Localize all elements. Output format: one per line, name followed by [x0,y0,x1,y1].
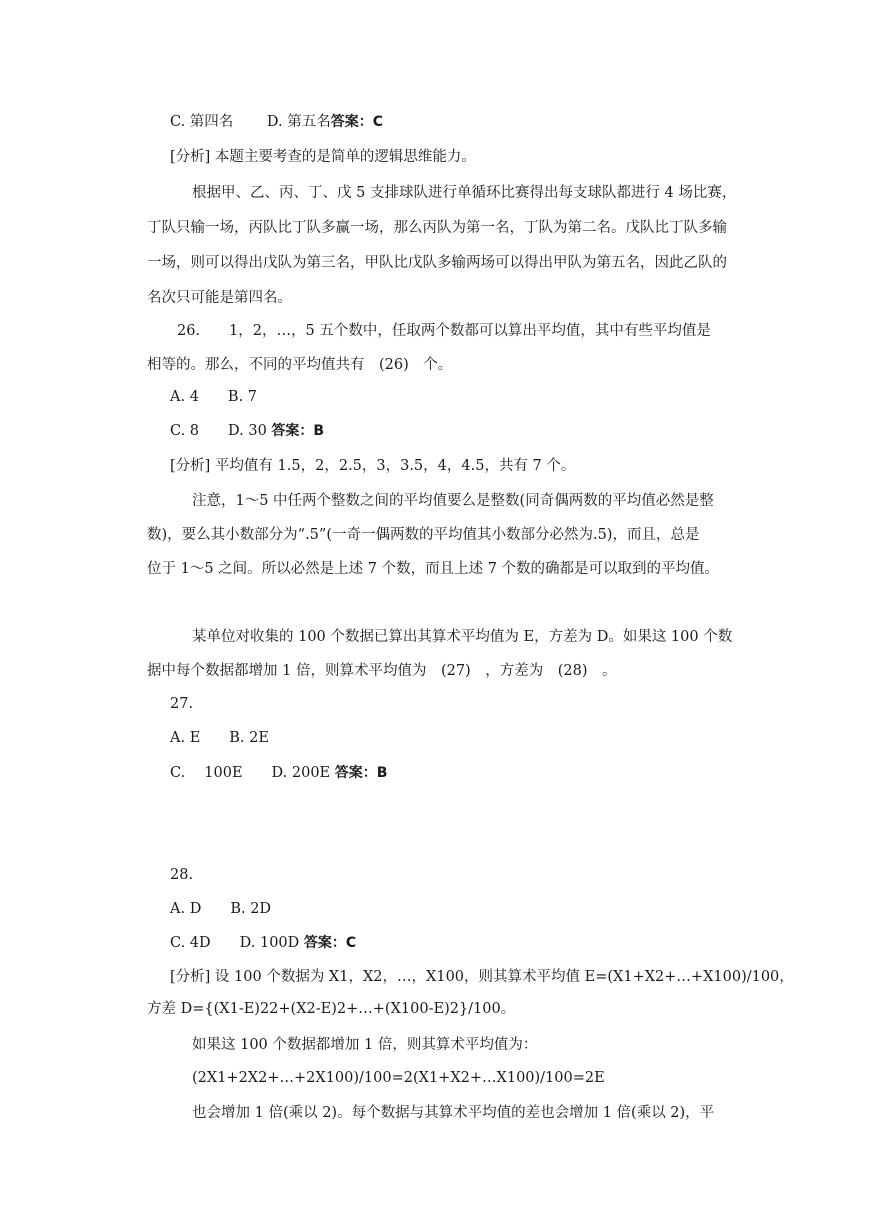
q25-body-line-4: 名次只可能是第四名。 [147,290,292,306]
q28-options-cd [170,933,356,953]
q28-answer: 答案：C [303,935,357,951]
q26-options-ab: A. 4 B. 7 [170,389,258,405]
q28-analysis-line-1: [分析] 设 100 个数据为 X1，X2，…，X100，则其算术平均值 E=(X1+X2+…+X100)/100， [170,969,794,985]
q27-28-stem-line-1: 某单位对收集的 100 个数据已算出其算术平均值为 E，方差为 D。如果这 100 个数 [192,629,733,645]
q27-options-cd [170,763,387,783]
q26-body-line-2: 数)，要么其小数部分为“.5”(一奇一偶两数的平均值其小数部分必然为.5)，而且，总是 [147,527,700,543]
q26-stem-line-1: 26. 1，2，…，5 五个数中，任取两个数都可以算出平均值，其中有些平均值是 [177,323,711,339]
q25-body-line-1: 根据甲、乙、丙、丁、戊 5 支排球队进行单循环比赛得出每支球队都进行 4 场比赛， [192,185,737,201]
q26-stem-line-2: 相等的。那么，不同的平均值共有 (26) 个。 [147,357,453,373]
q25-answer: 答案：C [330,114,384,130]
q26-options-cd [170,421,324,441]
q25-body-line-2: 丁队只输一场，丙队比丁队多赢一场，那么丙队为第一名，丁队为第二名。戊队比丁队多输 [147,220,727,236]
q28-body-line-3: 也会增加 1 倍(乘以 2)。每个数据与其算术平均值的差也会增加 1 倍(乘以 2)，平 [192,1105,715,1121]
q26-analysis: [分析] 平均值有 1.5，2，2.5，3，3.5，4，4.5，共有 7 个。 [170,458,576,474]
q26-body-line-3: 位于 1～5 之间。所以必然是上述 7 个数，而且上述 7 个数的确都是可以取到的平均值。 [147,561,720,577]
q28-options-ab: A. D B. 2D [170,901,272,917]
q27-options-text: C. 100E D. 200E [170,765,331,781]
q25-options-cd [170,112,383,132]
q25-body-line-3: 一场，则可以得出戊队为第三名，甲队比戊队多输两场可以得出甲队为第五名，因此乙队的 [147,255,727,271]
q26-body-line-1: 注意，1～5 中任两个整数之间的平均值要么是整数(同奇偶两数的平均值必然是整 [192,493,714,509]
q27-number: 27. [170,696,194,712]
q26-answer: 答案：B [271,423,325,439]
q28-number: 28. [170,867,194,883]
q25-options-text: C. 第四名 D. 第五名 [170,114,331,130]
q28-analysis-line-2: 方差 D={(X1-E)22+(X2-E)2+…+(X100-E)2}/100。 [147,1001,516,1017]
q27-28-stem-line-2: 据中每个数据都增加 1 倍，则算术平均值为 (27) ，方差为 (28) 。 [147,663,617,679]
q26-options-text: C. 8 D. 30 [170,423,267,439]
q27-options-ab: A. E B. 2E [170,730,269,746]
q28-options-text: C. 4D D. 100D [170,935,300,951]
q28-body-line-1: 如果这 100 个数据都增加 1 倍，则其算术平均值为： [192,1037,538,1053]
q28-body-line-2: (2X1+2X2+…+2X100)/100=2(X1+X2+…X100)/100=2E [192,1070,605,1086]
q27-answer: 答案：B [334,765,388,781]
q25-analysis: [分析] 本题主要考查的是简单的逻辑思维能力。 [170,149,476,165]
